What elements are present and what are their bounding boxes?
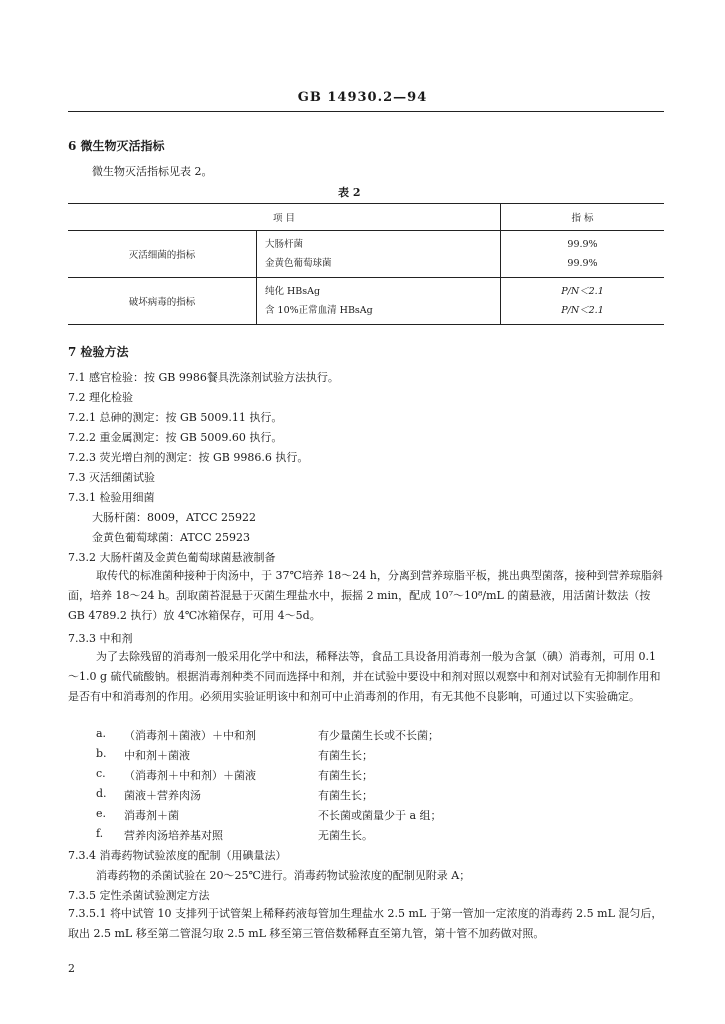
table-value: P/N＜2.1 <box>561 286 604 297</box>
test-condition: 消毒剂＋菌 <box>124 809 179 822</box>
line-7-2-3: 7.2.3 荧光增白剂的测定：按 GB 9986.6 执行。 <box>68 451 309 464</box>
line-7-3-1: 7.3.1 检验用细菌 <box>68 491 155 504</box>
test-label: f. <box>96 827 104 840</box>
strain-staph: 金黄色葡萄球菌：ATCC 25923 <box>92 531 251 544</box>
test-result: 有菌生长； <box>318 789 373 802</box>
section-7-heading: 7 检验方法 <box>68 345 129 359</box>
line-7-2-2: 7.2.2 重金属测定：按 GB 5009.60 执行。 <box>68 431 283 444</box>
section-6-heading: 6 微生物灭活指标 <box>68 139 165 153</box>
test-result: 有菌生长； <box>318 749 373 762</box>
line-7-3: 7.3 灭活细菌试验 <box>68 471 155 484</box>
table-row <box>68 231 664 278</box>
paragraph-7-3-5-1: 7.3.5.1 将中试管 10 支排列于试管架上稀释药液每管加生理盐水 2.5 mL 于第一管加一定浓度的消毒药 2.5 mL 混匀后，取出 2.5 mL 移至第二管混匀取 2.5 mL 移至第三管倍数稀释直至第九管，第十管不加药做对照。 <box>68 907 663 940</box>
page-header: GB 14930.2—94 <box>297 90 428 105</box>
table-item: 含 10%正常血清 HBsAg <box>265 305 373 316</box>
page-number: 2 <box>68 962 75 975</box>
table-header-value: 指 标 <box>501 204 665 231</box>
test-condition: （消毒剂＋中和剂）＋菌液 <box>124 769 256 782</box>
test-label: e. <box>96 807 107 820</box>
test-condition: 营养肉汤培养基对照 <box>124 829 223 842</box>
section-6-intro: 微生物灭活指标见表 2。 <box>92 165 213 178</box>
table-group-label: 灭活细菌的指标 <box>68 231 257 278</box>
table-item: 金黄色葡萄球菌 <box>265 258 332 269</box>
table-value: 99.9% <box>567 258 598 269</box>
test-condition: （消毒剂＋菌液）＋中和剂 <box>124 729 256 742</box>
header-rule <box>68 111 664 112</box>
heading-7-3-5: 7.3.5 定性杀菌试验测定方法 <box>68 889 210 902</box>
test-result: 不长菌或菌量少于 a 组； <box>318 809 442 822</box>
table-item: 大肠杆菌 <box>265 239 304 250</box>
table-2 <box>68 203 664 325</box>
line-7-2: 7.2 理化检验 <box>68 391 133 404</box>
strain-ecoli: 大肠杆菌：8009，ATCC 25922 <box>92 511 256 524</box>
test-label: b. <box>96 747 107 760</box>
paragraph-7-3-4: 消毒药物的杀菌试验在 20～25℃进行。消毒药物试验浓度的配制见附录 A； <box>96 869 471 882</box>
line-7-2-1: 7.2.1 总砷的测定：按 GB 5009.11 执行。 <box>68 411 283 424</box>
test-label: d. <box>96 787 107 800</box>
test-result: 无菌生长。 <box>318 829 373 842</box>
table-value: 99.9% <box>567 239 598 250</box>
test-label: a. <box>96 727 107 740</box>
test-label: c. <box>96 767 106 780</box>
table-row <box>68 278 664 325</box>
test-condition: 中和剂＋菌液 <box>124 749 190 762</box>
heading-7-3-2: 7.3.2 大肠杆菌及金黄色葡萄球菌悬液制备 <box>68 551 276 564</box>
table-header-item: 项 目 <box>68 204 501 231</box>
paragraph-7-3-3: 为了去除残留的消毒剂一般采用化学中和法，稀释法等，食品工具设备用消毒剂一般为含氯（碘）消毒剂，可用 0.1～1.0 g 硫代硫酸钠。根据消毒剂种类不同而选择中和剂，并在试验中要设中和剂对照以观察中和剂对试验有无抑制作用和是否有中和消毒剂的作用。必须用实验证明该中和剂可中止消毒剂的作用，有无其他不良影响，可通过以下实验确定。 <box>68 650 661 703</box>
table-item: 纯化 HBsAg <box>265 286 321 297</box>
table-header-row <box>68 204 664 231</box>
heading-7-3-4: 7.3.4 消毒药物试验浓度的配制（用碘量法） <box>68 849 287 862</box>
test-condition: 菌液＋营养肉汤 <box>124 789 201 802</box>
test-result: 有少量菌生长或不长菌； <box>318 729 439 742</box>
paragraph-7-3-2: 取传代的标准菌种接种于肉汤中，于 37℃培养 18～24 h，分离到营养琼脂平板，挑出典型菌落，接种到营养琼脂斜面，培养 18～24 h。刮取菌苔混悬于灭菌生理盐水中，振摇 2 min，配成 10⁷～10⁸/mL 的菌悬液，用活菌计数法（按 GB 4789.2 执行）放 4℃冰箱保存，可用 4～5d。 <box>68 569 663 622</box>
table-value: P/N＜2.1 <box>561 305 604 316</box>
table-caption: 表 2 <box>338 186 361 199</box>
table-group-label: 破坏病毒的指标 <box>68 278 257 325</box>
test-result: 有菌生长； <box>318 769 373 782</box>
heading-7-3-3: 7.3.3 中和剂 <box>68 632 133 645</box>
line-7-1: 7.1 感官检验：按 GB 9986餐具洗涤剂试验方法执行。 <box>68 371 339 384</box>
